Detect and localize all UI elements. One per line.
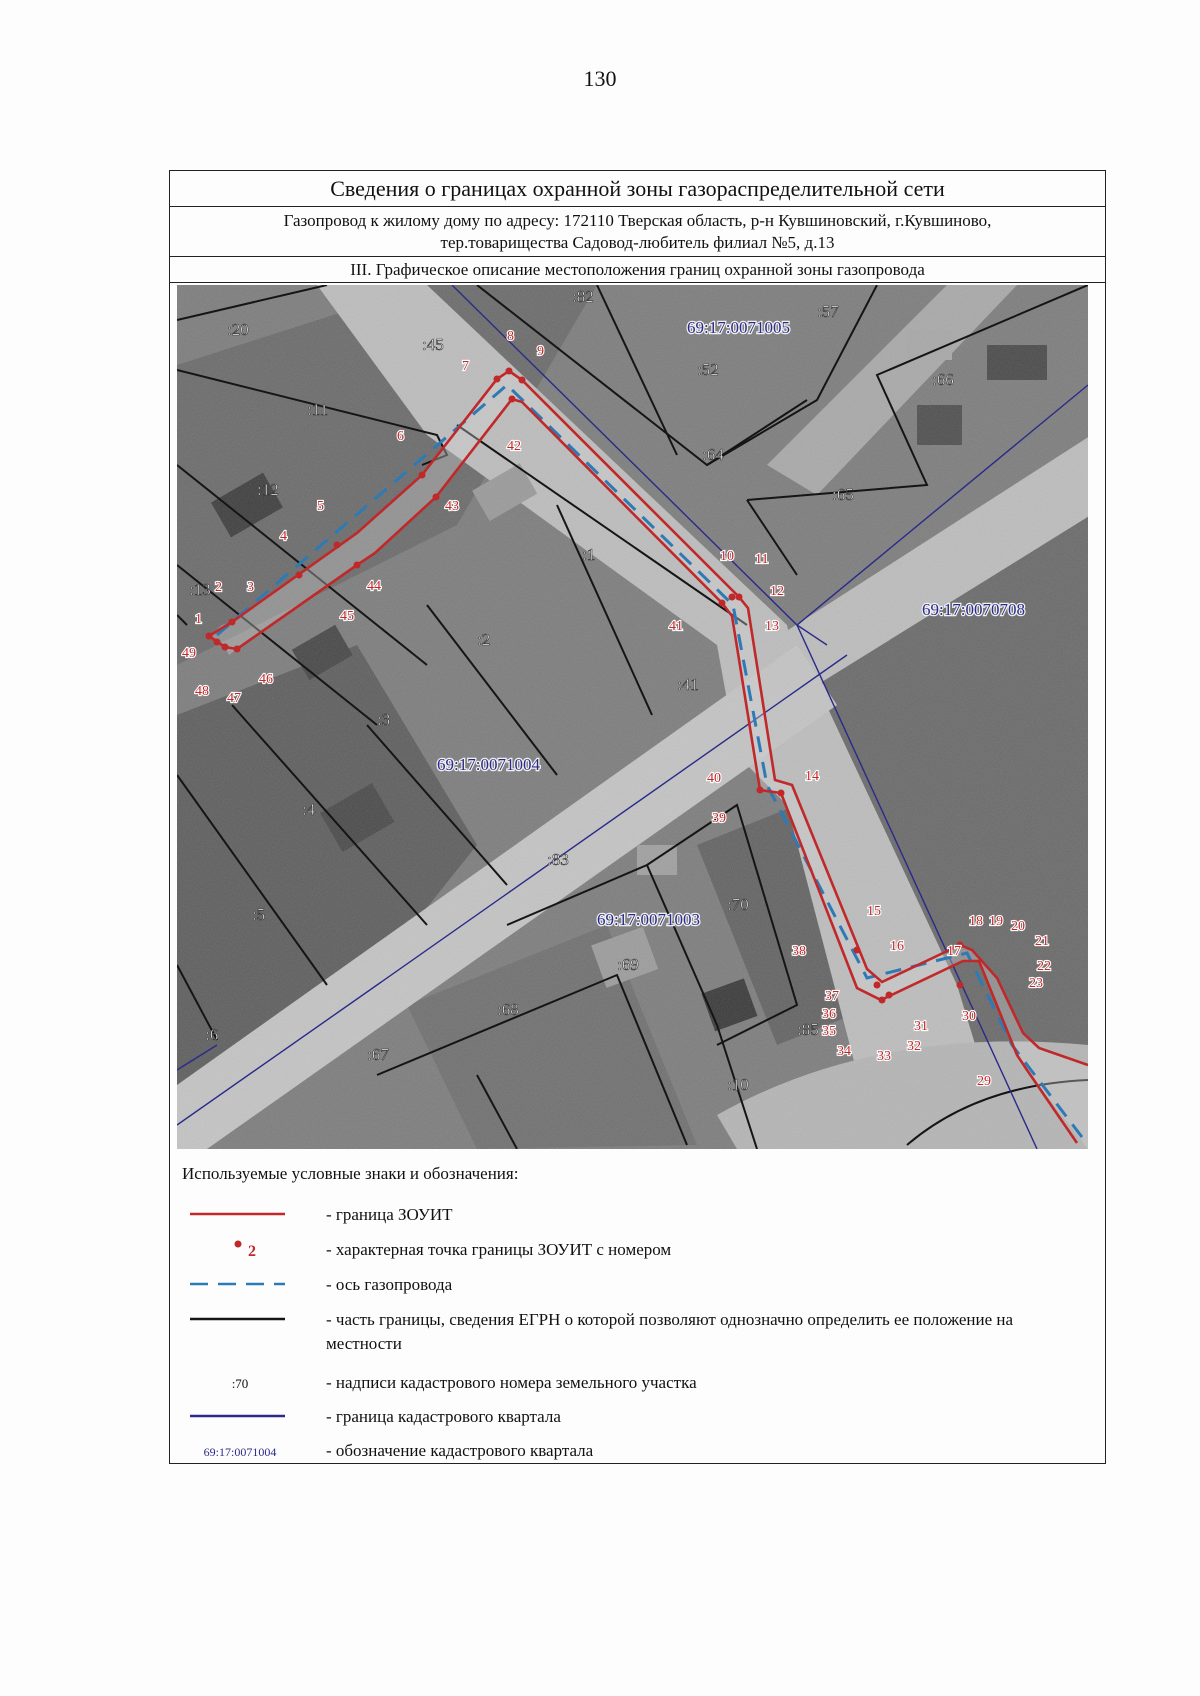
parcel-label: :65 (832, 485, 854, 504)
parcel-label: :5 (252, 905, 266, 924)
legend-title: Используемые условные знаки и обозначения: (182, 1164, 519, 1183)
boundary-point-number: 29 (977, 1074, 991, 1089)
boundary-point-marker (229, 619, 236, 626)
boundary-point-marker (729, 594, 736, 601)
parcel-label: :52 (697, 360, 719, 379)
parcel-label: :4 (302, 800, 316, 819)
quarter-label: 69:17:0071004 (437, 755, 540, 774)
boundary-point-number: 22 (1037, 959, 1051, 974)
boundary-point-marker (886, 992, 893, 999)
boundary-point-marker (234, 646, 241, 653)
legend-item-text: - обозначение кадастрового квартала (326, 1441, 594, 1460)
map-sheet (169, 170, 1106, 1464)
boundary-point-marker (433, 494, 440, 501)
map-canvas (177, 285, 1088, 1149)
boundary-point-number: 20 (1011, 919, 1025, 934)
boundary-point-marker (494, 376, 501, 383)
boundary-point-marker (854, 947, 861, 954)
parcel-label: :2 (477, 630, 491, 649)
boundary-point-number: 8 (507, 329, 514, 344)
boundary-point-marker (736, 594, 743, 601)
address-block (170, 207, 1105, 257)
boundary-point-marker (334, 542, 341, 549)
boundary-point-number: 46 (259, 672, 273, 687)
boundary-point-number: 43 (445, 499, 459, 514)
boundary-point-number: 39 (712, 811, 726, 826)
legend-item-text: - часть границы, сведения ЕГРН о которой позволяют однозначно определить ее положение на местности (326, 1310, 1014, 1353)
boundary-point-number: 33 (877, 1049, 891, 1064)
parcel-label: :64 (702, 445, 724, 464)
boundary-point-marker (509, 396, 516, 403)
boundary-point-number: 18 (969, 914, 983, 929)
legend-item-text: - надписи кадастрового номера земельного участка (326, 1373, 697, 1392)
boundary-point-number: 31 (914, 1019, 928, 1034)
parcel-label-sample: :70 (231, 1376, 249, 1391)
legend-parcel-label (170, 1367, 1105, 1401)
parcel-label: :1 (582, 545, 596, 564)
legend-item-text: - ось газопровода (326, 1275, 453, 1294)
boundary-point-number: 40 (707, 771, 721, 786)
boundary-point-number: 47 (227, 691, 241, 706)
boundary-point-number: 17 (947, 944, 961, 959)
quarter-label-sample: 69:17:0071004 (203, 1445, 277, 1459)
boundary-point-marker (778, 790, 785, 797)
boundary-point-number: 37 (825, 989, 839, 1004)
parcel-label: :57 (817, 302, 839, 321)
boundary-point-number: 6 (397, 429, 404, 444)
parcel-label: :11 (307, 400, 329, 419)
parcel-label: :67 (367, 1045, 389, 1064)
parcel-label: :13 (189, 580, 211, 599)
boundary-point-number: 42 (507, 439, 521, 454)
egrn-border-symbol (190, 1304, 290, 1334)
boundary-point-marker (354, 562, 361, 569)
legend-item-text: - граница ЗОУИТ (326, 1205, 453, 1224)
boundary-point-marker (719, 600, 726, 607)
boundary-point-marker (506, 368, 513, 375)
boundary-point-marker (879, 997, 886, 1004)
boundary-point-number: 48 (195, 684, 209, 699)
parcel-label: :69 (617, 955, 639, 974)
point-sample-label: 2 (248, 1243, 256, 1260)
boundary-point-marker (214, 639, 221, 646)
legend-quarter-border (170, 1401, 1105, 1435)
boundary-point-number: 15 (867, 904, 881, 919)
point-symbol (190, 1234, 290, 1264)
boundary-point-number: 19 (989, 914, 1003, 929)
boundary-point-number: 2 (215, 580, 222, 595)
quarter-label: 69:17:0070708 (922, 600, 1025, 619)
legend-item-text: - характерная точка границы ЗОУИТ с номером (326, 1240, 672, 1259)
parcel-label: :12 (257, 480, 279, 499)
parcel-label: :6 (205, 1025, 219, 1044)
boundary-point-number: 34 (837, 1044, 851, 1059)
legend-egrn-border (170, 1304, 1105, 1360)
parcel-label: :45 (422, 335, 444, 354)
parcel-label: :20 (227, 320, 249, 339)
boundary-point-number: 12 (770, 584, 784, 599)
parcel-label: :83 (547, 850, 569, 869)
page-number: 130 (583, 66, 617, 91)
section-title: III. Графическое описание местоположения границ охранной зоны газопровода (170, 257, 1105, 283)
legend-point (170, 1234, 1105, 1268)
boundary-point-number: 45 (340, 609, 354, 624)
boundary-point-number: 21 (1035, 934, 1049, 949)
quarter-border-symbol (190, 1401, 290, 1431)
address-line-2: тер.товарищества Садовод-любитель филиал №5, д.13 (440, 233, 835, 252)
boundary-point-marker (757, 787, 764, 794)
boundary-point-number: 3 (247, 580, 254, 595)
boundary-point-number: 10 (720, 549, 734, 564)
boundary-point-number: 49 (182, 646, 196, 661)
parcel-label: :85 (797, 1020, 819, 1039)
parcel-label: :70 (727, 895, 749, 914)
boundary-point-number: 7 (462, 359, 469, 374)
boundary-point-marker (519, 377, 526, 384)
quarter-label: 69:17:0071003 (597, 910, 700, 929)
parcel-label: :82 (572, 287, 594, 306)
parcel-label: :41 (677, 675, 699, 694)
boundary-point-number: 1 (195, 612, 202, 627)
boundary-point-number: 44 (367, 579, 381, 594)
parcel-label: :10 (727, 1075, 749, 1094)
boundary-point-number: 14 (805, 769, 819, 784)
boundary-point-marker (296, 572, 303, 579)
boundary-point-number: 11 (755, 552, 769, 567)
boundary-point-number: 41 (669, 619, 683, 634)
axis-symbol (190, 1269, 290, 1299)
legend-quarter-label (170, 1435, 1105, 1469)
boundary-point-marker (222, 644, 229, 651)
boundary-point-number: 16 (890, 939, 904, 954)
boundary-point-number: 36 (822, 1007, 836, 1022)
boundary-point-number: 38 (792, 944, 806, 959)
boundary-point-number: 35 (822, 1024, 836, 1039)
boundary-point-number: 9 (537, 344, 544, 359)
legend-item-text: - граница кадастрового квартала (326, 1407, 561, 1426)
legend-zone-boundary (170, 1199, 1105, 1233)
quarter-label: 69:17:0071005 (687, 318, 790, 337)
boundary-point-number: 4 (280, 529, 287, 544)
boundary-point-number: 5 (317, 499, 324, 514)
boundary-point-number: 13 (765, 619, 779, 634)
legend-axis (170, 1269, 1105, 1303)
parcel-label: :66 (932, 370, 954, 389)
boundary-point-marker (957, 982, 964, 989)
boundary-point-number: 23 (1029, 976, 1043, 991)
boundary-point-number: 32 (907, 1039, 921, 1054)
zone-boundary-symbol (190, 1199, 290, 1229)
address-line-1: Газопровод к жилому дому по адресу: 172110 Тверская область, р-н Кувшиновский, г.Кувшиново, (283, 211, 992, 230)
boundary-point-marker (206, 633, 213, 640)
boundary-point-marker (874, 982, 881, 989)
boundary-point-number: 30 (962, 1009, 976, 1024)
parcel-label: :68 (497, 1000, 519, 1019)
boundary-point-marker (419, 472, 426, 479)
sheet-title: Сведения о границах охранной зоны газораспределительной сети (170, 171, 1105, 207)
aerial-map[interactable] (177, 285, 1088, 1149)
parcel-label: :3 (377, 710, 391, 729)
